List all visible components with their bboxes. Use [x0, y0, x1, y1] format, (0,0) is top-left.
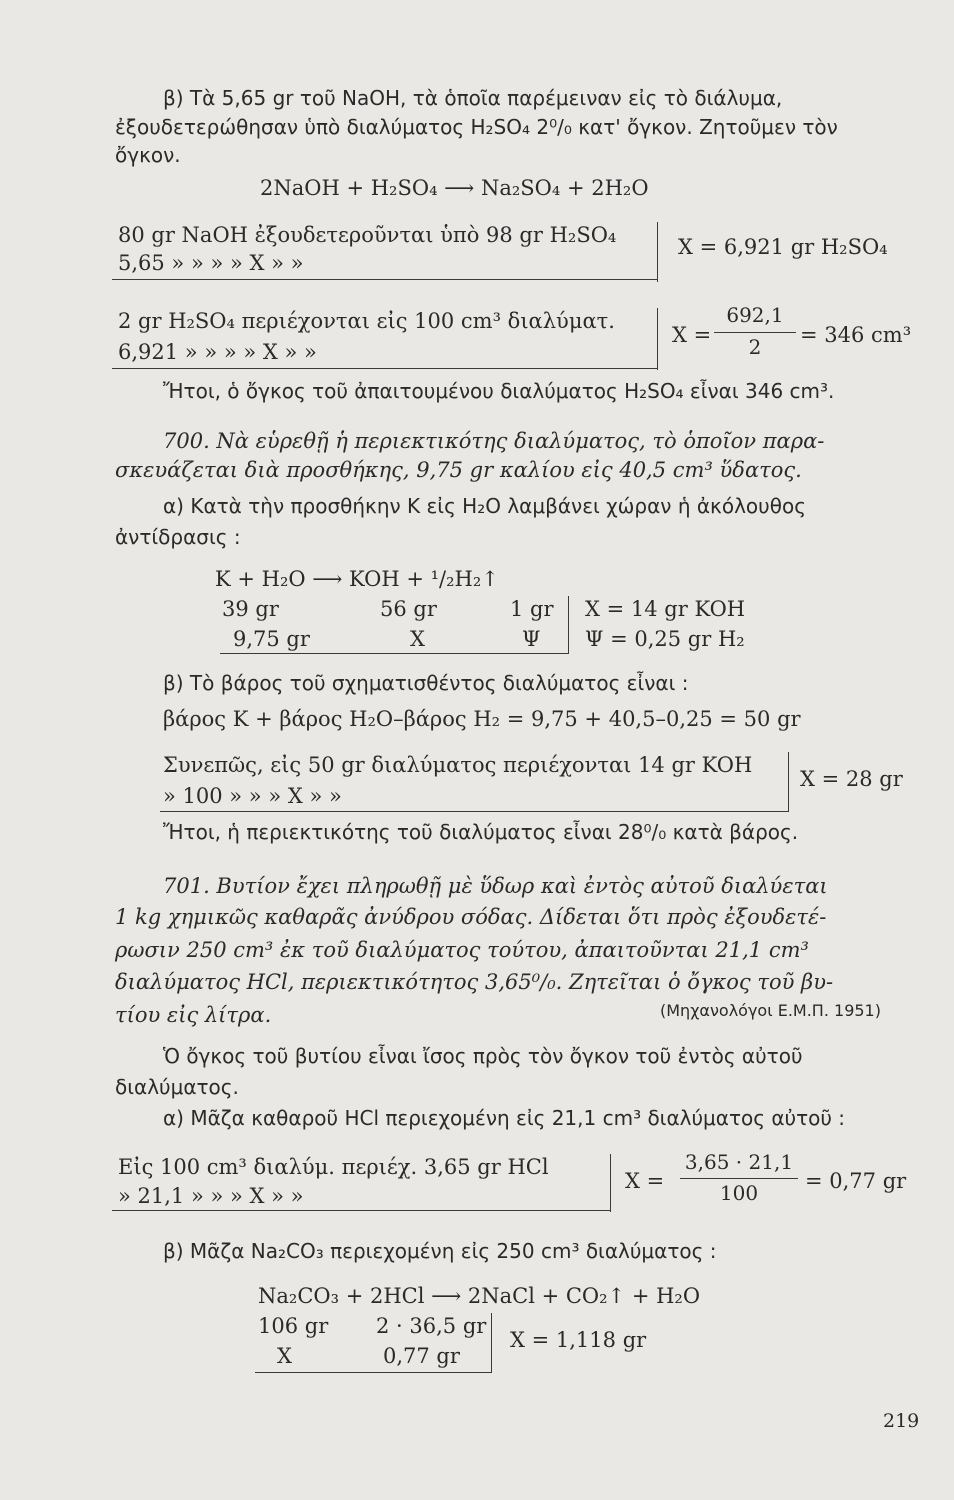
text-line: β) Μᾶζα Na₂CO₃ περιεχομένη εἰς 250 cm³ διαλύματος :: [163, 1239, 717, 1263]
fraction-denominator: 100: [719, 1181, 759, 1205]
problem-statement: σκευάζεται διὰ προσθήκης, 9,75 gr καλίου εἰς 40,5 cm³ ὕδατος.: [115, 458, 802, 482]
proportion-row: » 100 » » » X » »: [163, 784, 342, 808]
table-cell: X: [410, 627, 425, 651]
page-number: 219: [883, 1410, 920, 1432]
table-cell: 1 gr: [510, 597, 554, 621]
rule: [220, 653, 568, 654]
text-line: ὄγκον.: [115, 143, 181, 167]
text-line: διαλύματος.: [115, 1075, 239, 1099]
fraction-lhs: X =: [625, 1169, 665, 1193]
rule: [657, 222, 658, 282]
proportion-result: X = 6,921 gr H₂SO₄: [678, 235, 888, 259]
rule: [160, 811, 788, 812]
rule: [657, 308, 658, 370]
fraction-numerator: 3,65 · 21,1: [684, 1150, 794, 1174]
fraction-bar: [680, 1178, 798, 1179]
text-line: β) Τὸ βάρος τοῦ σχηματισθέντος διαλύματος εἶναι :: [163, 671, 689, 695]
table-cell: 39 gr: [222, 597, 279, 621]
equation-line: βάρος K + βάρος H₂O–βάρος H₂ = 9,75 + 40,5–0,25 = 50 gr: [163, 707, 801, 731]
fraction-result: = 0,77 gr: [805, 1169, 907, 1193]
table-result: Ψ = 0,25 gr H₂: [585, 627, 745, 651]
text-line: β) Τὰ 5,65 gr τοῦ NaOH, τὰ ὁποῖα παρέμειναν εἰς τὸ διάλυμα,: [163, 86, 783, 110]
table-result: X = 14 gr KOH: [585, 597, 746, 621]
reaction-equation: 2NaOH + H₂SO₄ ⟶ Na₂SO₄ + 2H₂O: [260, 176, 649, 200]
proportion-row: 2 gr H₂SO₄ περιέχονται εἰς 100 cm³ διαλύματ.: [118, 309, 615, 333]
table-cell: X: [277, 1344, 292, 1368]
problem-statement: ρωσιν 250 cm³ ἐκ τοῦ διαλύματος τούτου, ἀπαιτοῦνται 21,1 cm³: [115, 938, 809, 962]
text-line: α) Κατὰ τὴν προσθήκην K εἰς H₂O λαμβάνει χώραν ἡ ἀκόλουθος: [163, 494, 806, 518]
problem-statement: 700. Νὰ εὑρεθῇ ἡ περιεκτικότης διαλύματος, τὸ ὁποῖον παρα-: [163, 429, 825, 453]
text-line: ἀντίδρασις :: [115, 525, 241, 549]
table-cell: 106 gr: [258, 1314, 329, 1338]
rule: [568, 596, 569, 654]
fraction-numerator: 692,1: [726, 303, 784, 327]
table-result: X = 1,118 gr: [510, 1328, 647, 1352]
problem-statement: τίου εἰς λίτρα.: [115, 1003, 272, 1027]
proportion-result: X = 28 gr: [800, 767, 903, 791]
proportion-row: Συνεπῶς, εἰς 50 gr διαλύματος περιέχονται 14 gr KOH: [163, 753, 753, 777]
text-line: α) Μᾶζα καθαροῦ HCl περιεχομένη εἰς 21,1 cm³ διαλύματος αὐτοῦ :: [163, 1106, 846, 1130]
rule: [491, 1313, 492, 1373]
rule: [112, 368, 657, 369]
fraction-denominator: 2: [748, 335, 762, 359]
proportion-row: 5,65 » » » » X » »: [118, 251, 304, 275]
rule: [610, 1154, 611, 1212]
source-citation: (Μηχανολόγοι Ε.Μ.Π. 1951): [660, 1001, 881, 1020]
table-cell: 9,75 gr: [233, 627, 310, 651]
fraction-bar: [714, 332, 796, 333]
reaction-equation: K + H₂O ⟶ KOH + ¹/₂H₂↑: [215, 567, 499, 591]
rule: [112, 279, 657, 280]
fraction-lhs: X =: [672, 323, 712, 347]
conclusion-text: Ἤτοι, ὁ ὄγκος τοῦ ἀπαιτουμένου διαλύματος H₂SO₄ εἶναι 346 cm³.: [163, 379, 835, 403]
problem-statement: 701. Βυτίον ἔχει πληρωθῇ μὲ ὕδωρ καὶ ἐντὸς αὐτοῦ διαλύεται: [163, 874, 828, 898]
proportion-row: 6,921 » » » » X » »: [118, 340, 317, 364]
problem-statement: διαλύματος HCl, περιεκτικότητος 3,65⁰/₀. Ζητεῖται ὁ ὄγκος τοῦ βυ-: [115, 970, 834, 994]
text-line: Ὁ ὄγκος τοῦ βυτίου εἶναι ἴσος πρὸς τὸν ὄγκον τοῦ ἐντὸς αὐτοῦ: [163, 1044, 803, 1068]
table-cell: Ψ: [522, 627, 541, 651]
problem-statement: 1 kg χημικῶς καθαρᾶς ἀνύδρου σόδας. Δίδεται ὅτι πρὸς ἐξουδετέ-: [115, 905, 827, 929]
rule: [112, 1210, 610, 1211]
proportion-row: » 21,1 » » » X » »: [118, 1184, 304, 1208]
table-cell: 2 · 36,5 gr: [376, 1314, 487, 1338]
proportion-row: 80 gr NaOH ἐξουδετεροῦνται ὑπὸ 98 gr H₂SO₄: [118, 223, 617, 247]
table-cell: 0,77 gr: [383, 1344, 460, 1368]
table-cell: 56 gr: [380, 597, 437, 621]
fraction-result: = 346 cm³: [800, 323, 912, 347]
conclusion-text: Ἤτοι, ἡ περιεκτικότης τοῦ διαλύματος εἶναι 28⁰/₀ κατὰ βάρος.: [163, 820, 799, 844]
rule: [255, 1372, 491, 1373]
proportion-row: Εἰς 100 cm³ διαλύμ. περιέχ. 3,65 gr HCl: [118, 1155, 549, 1179]
rule: [788, 752, 789, 812]
reaction-equation: Na₂CO₃ + 2HCl ⟶ 2NaCl + CO₂↑ + H₂O: [258, 1284, 701, 1308]
text-line: ἐξουδετερώθησαν ὑπὸ διαλύματος H₂SO₄ 2⁰/₀ κατ' ὄγκον. Ζητοῦμεν τὸν: [115, 115, 838, 139]
